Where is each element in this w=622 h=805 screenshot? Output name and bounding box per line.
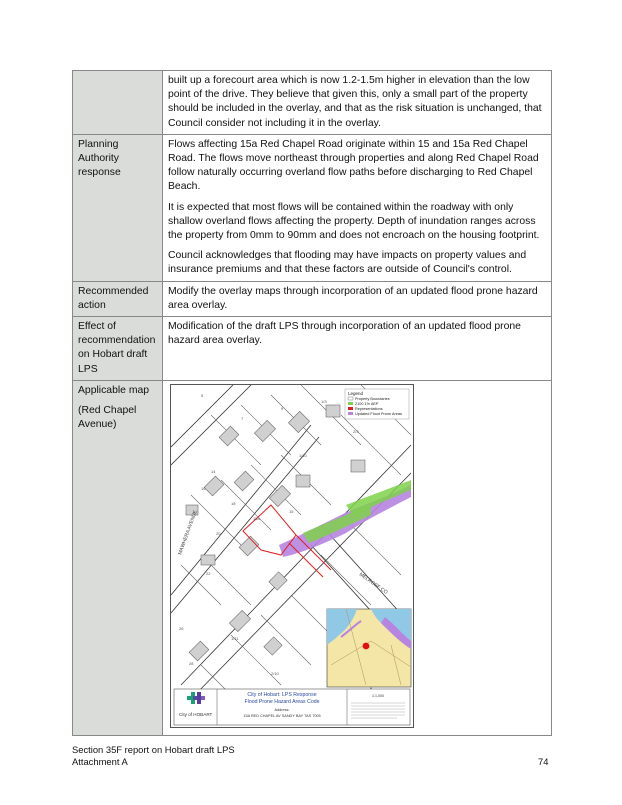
map-legend [345,389,409,419]
lot-number: 7 [241,415,244,421]
row-value: Modification of the draft LPS through incorporation of an updated flood prone hazard area overlay. [163,317,552,381]
lot-number: 9 [281,405,284,411]
intro-text: built up a forecourt area which is now 1.2-1.5m higher in elevation than the low point of the drive. They believe that given this, only a small part of the property should be included in the overlay, and that as the risk situation is unchanged, that Council consider not including it in the overlay. [168,75,542,129]
inset-locator-map [327,609,411,687]
lot-number: 14 [211,468,216,474]
lot-number: 2/10 [271,670,279,676]
address-label: Address: [274,707,290,712]
lot-number: 28 [189,660,194,666]
lot-number: 5 [201,392,204,398]
planning-paragraph-2: It is expected that most flows will be contained within the roadway with only shallow overland flows affecting the property. Depth of inundation ranges across the property from 0mm to 90mm and does not encroach on the housing footprint. [168,201,540,242]
page-number: 74 [538,756,549,767]
row-value [163,71,552,135]
recommendation-table [72,70,552,736]
lot-number: 1/3 [321,398,327,404]
lot-number: 18 [231,500,236,506]
legend-title: Legend [348,390,364,396]
page-footer [72,744,235,768]
lot-number: 22 [206,570,211,576]
lot-number: 20 [216,530,221,536]
lot-number: 15 [289,508,294,514]
street-label: MELROSE CO [357,571,389,596]
lot-number: 1/11 [231,635,239,641]
map-sublabel: (Red Chapel Avenue) [78,405,137,431]
lot-number: 15A [253,515,261,521]
scale-text: 1:1,000 [372,693,384,698]
legend-item: Updated Flood Prone Areas [355,411,402,416]
address-value: 15A RED CHAPEL AV SANDY BAY TAS 7005 [243,713,321,718]
row-label-empty [73,71,163,135]
row-value: Modify the overlay maps through incorporation of an updated flood prone hazard area overlay. [163,281,552,316]
logo-text: City of HOBART [179,711,213,717]
table-row [73,281,552,316]
table-row [73,71,552,135]
map-title-line-1: City of Hobart: LPS Response [247,691,317,698]
table-row [73,134,552,281]
row-value [163,134,552,281]
table-row [73,380,552,735]
lot-number: 16 [201,485,206,491]
footer-line-1: Section 35F report on Hobart draft LPS [72,744,235,755]
row-value [163,380,552,735]
street-label: MAWHERA AVENUE [177,509,199,556]
row-label: Recommended action [73,281,163,316]
lot-number: 1/10 [299,452,307,458]
row-label: Planning Authority response [73,134,163,281]
lot-number: 26 [179,625,184,631]
map-svg [171,385,413,727]
planning-paragraph-1: Flows affecting 15a Red Chapel Road originate within 15 and 15a Red Chapel Road. The flows move northeast through properties and along Red Chapel Road follow naturally occurring overland flow paths before discharging to Red Chapel Beach. [168,138,539,193]
map-title-line-2: Flood Prone Hazard Areas Code [244,698,320,705]
row-label [73,380,163,735]
map-title-block [174,689,410,725]
legend-item: Property Boundaries [355,396,390,401]
legend-item: 2100 1% AEP [355,401,379,406]
location-marker-icon [363,642,370,649]
map-label: Applicable map [78,384,150,396]
planning-paragraph-3: Council acknowledges that flooding may have impacts on property values and insurance premiums and that these factors are outside of Council's control. [168,250,527,276]
lot-number: 2/3 [353,428,359,434]
row-label: Effect of recommendation on Hobart draft LPS [73,317,163,381]
table-row [73,317,552,381]
footer-line-2: Attachment A [72,756,128,767]
applicable-map [170,384,414,728]
legend-item: Representations [355,406,383,411]
